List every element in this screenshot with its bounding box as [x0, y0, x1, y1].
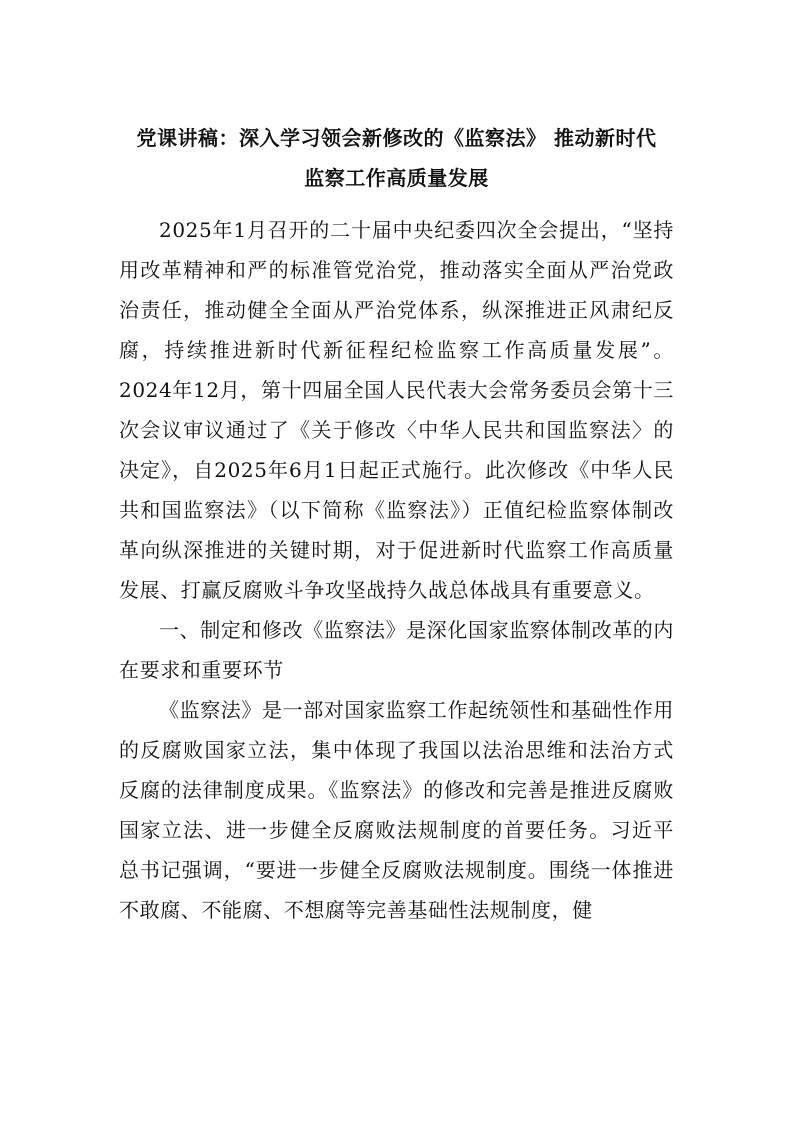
- title-line-1: 党课讲稿：深入学习领会新修改的《监察法》 推动新时代: [136, 126, 657, 150]
- document-body: [119, 118, 674, 930]
- title-line-2: 监察工作高质量发展: [304, 166, 489, 190]
- document-title: [119, 118, 674, 198]
- body-paragraph-section-1: 《监察法》是一部对国家监察工作起统领性和基础性作用的反腐败国家立法，集中体现了我国以法治思维和法治方式反腐的法律制度成果。《监察法》的修改和完善是推进反腐败国家立法、进一步健全反腐败法规制度的首要任务。习近平总书记强调，“要进一步健全反腐败法规制度。围绕一体推进不敢腐、不能腐、不想腐等完善基础性法规制度，健: [119, 698, 674, 922]
- body-paragraph-intro: 2025年1月召开的二十届中央纪委四次全会提出，“坚持用改革精神和严的标准管党治党，推动落实全面从严治党政治责任，推动健全全面从严治党体系，纵深推进正风肃纪反腐，持续推进新时代新征程纪检监察工作高质量发展”。2024年12月，第十四届全国人民代表大会常务委员会第十三次会议审议通过了《关于修改〈中华人民共和国监察法〉的决定》，自2025年6月1日起正式施行。此次修改《中华人民共和国监察法》（以下简称《监察法》）正值纪检监察体制改革向纵深推进的关键时期，对于促进新时代监察工作高质量发展、打赢反腐败斗争攻坚战持久战总体战具有重要意义。: [119, 218, 674, 602]
- section-heading-1: 一、制定和修改《监察法》是深化国家监察体制改革的内在要求和重要环节: [119, 618, 674, 682]
